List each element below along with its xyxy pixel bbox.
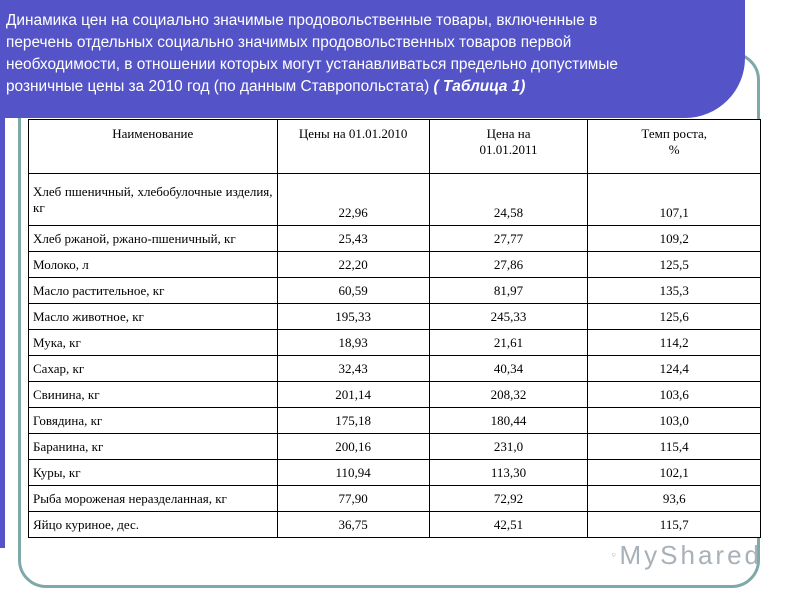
header-price-2011: Цена на 01.01.2011 <box>429 120 588 174</box>
growth-rate-cell: 125,5 <box>588 252 761 278</box>
product-name-cell: Мука, кг <box>29 330 278 356</box>
growth-rate-cell: 124,4 <box>588 356 761 382</box>
product-name-cell: Сахар, кг <box>29 356 278 382</box>
price-2011-cell: 72,92 <box>429 486 588 512</box>
price-2011-cell: 231,0 <box>429 434 588 460</box>
growth-rate-cell: 103,6 <box>588 382 761 408</box>
table-row <box>29 356 761 382</box>
price-2010-cell: 32,43 <box>277 356 429 382</box>
table-row <box>29 226 761 252</box>
price-2011-cell: 24,58 <box>429 174 588 226</box>
table-row <box>29 486 761 512</box>
product-name-cell: Яйцо куриное, дес. <box>29 512 278 538</box>
price-2010-cell: 22,96 <box>277 174 429 226</box>
price-2011-cell: 81,97 <box>429 278 588 304</box>
growth-rate-cell: 103,0 <box>588 408 761 434</box>
price-2010-cell: 195,33 <box>277 304 429 330</box>
product-name-cell: Масло животное, кг <box>29 304 278 330</box>
title-text: Динамика цен на социально значимые продовольственные товары, включенные в перечень отдельных социально значимых продовольственных товаров первой необходимости, в отношении которых могут устанавливаться предельно допустимые розничные цены за 2010 год (по данным Ставропольстата) <box>6 12 618 95</box>
price-2010-cell: 110,94 <box>277 460 429 486</box>
growth-rate-cell: 102,1 <box>588 460 761 486</box>
growth-rate-cell: 115,7 <box>588 512 761 538</box>
product-name-cell: Свинина, кг <box>29 382 278 408</box>
growth-rate-cell: 135,3 <box>588 278 761 304</box>
table-row <box>29 408 761 434</box>
product-name-cell: Молоко, л <box>29 252 278 278</box>
price-2010-cell: 25,43 <box>277 226 429 252</box>
price-2011-cell: 27,86 <box>429 252 588 278</box>
product-name-cell: Хлеб пшеничный, хлебобулочные изделия, кг <box>29 174 278 226</box>
growth-rate-cell: 109,2 <box>588 226 761 252</box>
price-2011-cell: 180,44 <box>429 408 588 434</box>
presentation-board-icon <box>612 542 616 568</box>
table-row <box>29 330 761 356</box>
price-2010-cell: 201,14 <box>277 382 429 408</box>
price-2010-cell: 22,20 <box>277 252 429 278</box>
price-2011-cell: 21,61 <box>429 330 588 356</box>
growth-rate-cell: 93,6 <box>588 486 761 512</box>
growth-rate-cell: 115,4 <box>588 434 761 460</box>
price-2011-cell: 245,33 <box>429 304 588 330</box>
growth-rate-cell: 125,6 <box>588 304 761 330</box>
price-2010-cell: 77,90 <box>277 486 429 512</box>
product-name-cell: Говядина, кг <box>29 408 278 434</box>
growth-rate-cell: 114,2 <box>588 330 761 356</box>
title-banner <box>0 0 745 118</box>
table-row <box>29 278 761 304</box>
table-row <box>29 382 761 408</box>
table-row <box>29 174 761 226</box>
price-2010-cell: 175,18 <box>277 408 429 434</box>
price-2010-cell: 18,93 <box>277 330 429 356</box>
myshared-logo <box>612 540 762 570</box>
price-2010-cell: 60,59 <box>277 278 429 304</box>
price-2011-cell: 208,32 <box>429 382 588 408</box>
logo-text: MyShared <box>619 539 762 570</box>
left-accent-bar <box>0 118 5 548</box>
table-header-row <box>29 120 761 174</box>
price-2011-cell: 42,51 <box>429 512 588 538</box>
table-row <box>29 304 761 330</box>
product-name-cell: Масло растительное, кг <box>29 278 278 304</box>
product-name-cell: Баранина, кг <box>29 434 278 460</box>
product-name-cell: Куры, кг <box>29 460 278 486</box>
price-2010-cell: 36,75 <box>277 512 429 538</box>
product-name-cell: Рыба мороженая неразделанная, кг <box>29 486 278 512</box>
growth-rate-cell: 107,1 <box>588 174 761 226</box>
table-row <box>29 434 761 460</box>
header-price-2010: Цены на 01.01.2010 <box>277 120 429 174</box>
header-growth: Темп роста, % <box>588 120 761 174</box>
header-name: Наименование <box>29 120 278 174</box>
price-2011-cell: 27,77 <box>429 226 588 252</box>
slide-title <box>6 10 741 98</box>
table-row <box>29 512 761 538</box>
table-row <box>29 252 761 278</box>
price-2010-cell: 200,16 <box>277 434 429 460</box>
product-name-cell: Хлеб ржаной, ржано-пшеничный, кг <box>29 226 278 252</box>
table-row <box>29 460 761 486</box>
price-2011-cell: 40,34 <box>429 356 588 382</box>
price-2011-cell: 113,30 <box>429 460 588 486</box>
price-table <box>28 119 761 538</box>
table-tag: ( Таблица 1) <box>433 78 526 95</box>
